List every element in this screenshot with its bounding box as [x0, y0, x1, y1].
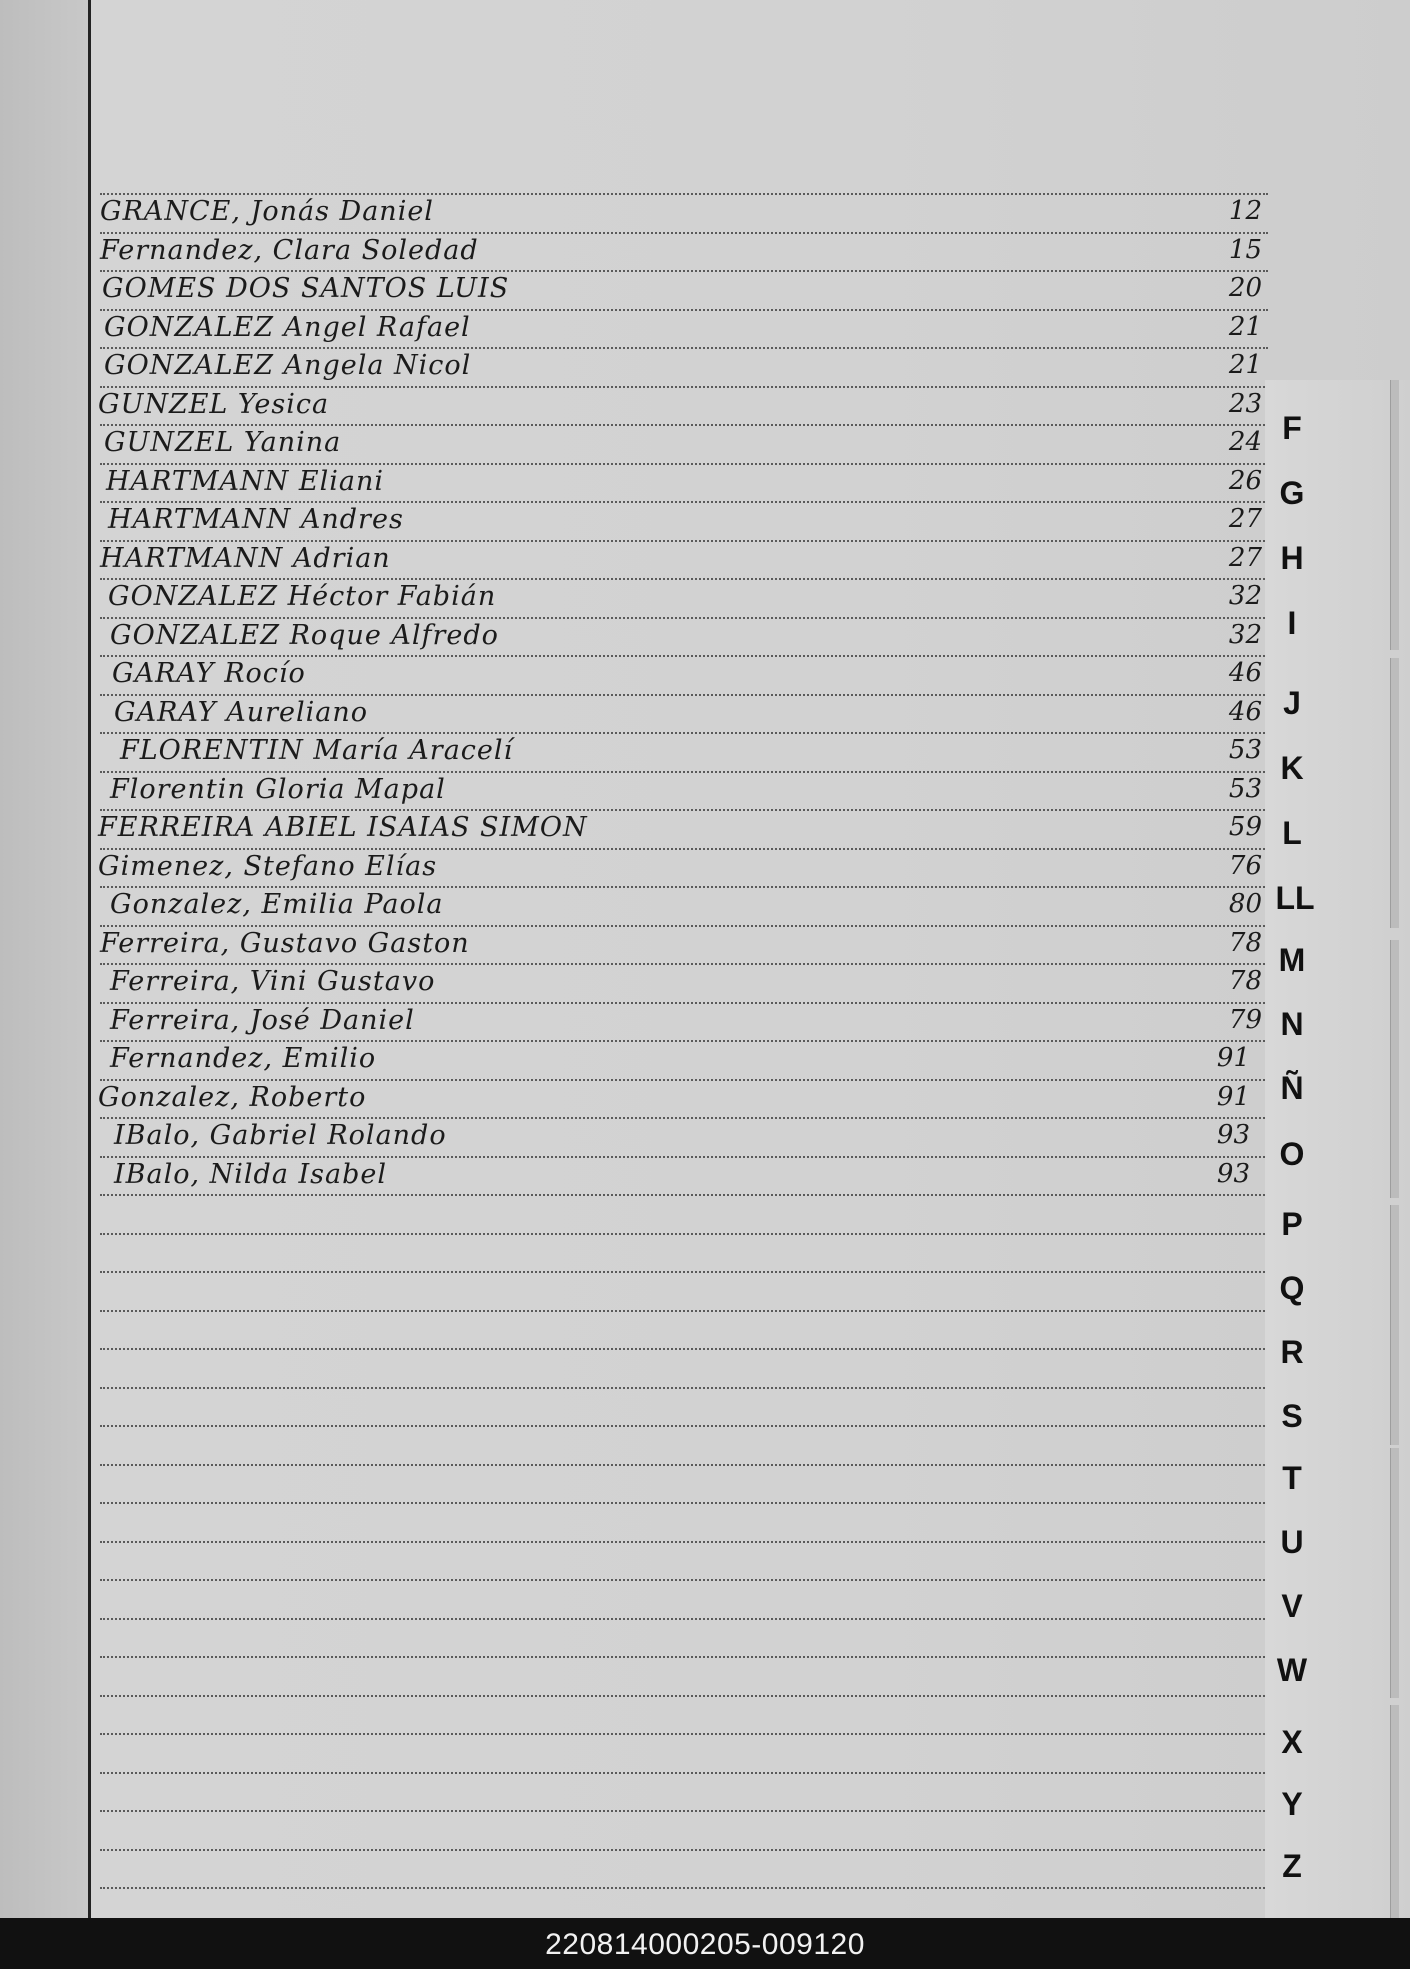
tab-letter[interactable]: R	[1280, 1334, 1304, 1370]
entry-page-number: 15	[1228, 235, 1262, 265]
entry-name: GONZALEZ Roque Alfredo	[110, 620, 499, 651]
ruled-line	[100, 1618, 1268, 1620]
ruled-line	[100, 617, 1268, 619]
tab-letter[interactable]: W	[1276, 1652, 1308, 1688]
tab-letter[interactable]: N	[1280, 1006, 1304, 1042]
ruled-line	[100, 1002, 1268, 1004]
entry-page-number: 46	[1228, 658, 1262, 688]
ruled-line	[100, 1117, 1268, 1119]
ruled-line	[100, 1849, 1268, 1851]
ruled-line	[100, 1772, 1268, 1774]
ruled-line	[100, 1194, 1268, 1196]
ruled-line	[100, 270, 1268, 272]
tab-edge	[1390, 1448, 1399, 1698]
tab-letter[interactable]: Z	[1282, 1848, 1302, 1884]
ruled-line	[100, 1040, 1268, 1042]
entry-name: GUNZEL Yesica	[98, 389, 330, 420]
ruled-line	[100, 309, 1268, 311]
ruled-line	[100, 655, 1268, 657]
ruled-line	[100, 1271, 1268, 1273]
tab-letter[interactable]: Q	[1279, 1270, 1305, 1306]
entry-page-number: 26	[1228, 466, 1262, 496]
entry-name: GARAY Rocío	[112, 658, 306, 689]
entry-name: FLORENTIN María Aracelí	[120, 735, 514, 766]
entry-page-number: 53	[1228, 774, 1262, 804]
entry-name: Gonzalez, Roberto	[98, 1082, 367, 1113]
tab-letter[interactable]: X	[1281, 1724, 1303, 1760]
ruled-line	[100, 1425, 1268, 1427]
ruled-line	[100, 1733, 1268, 1735]
entry-name: Fernandez, Emilio	[110, 1043, 377, 1074]
entry-page-number: 24	[1228, 427, 1262, 457]
tab-edge	[1390, 1205, 1399, 1445]
ruled-line	[100, 848, 1268, 850]
tab-letter[interactable]: G	[1279, 475, 1305, 511]
document-id: 220814000205-009120	[545, 1928, 865, 1961]
tab-edge	[1390, 1705, 1399, 1918]
ruled-line	[100, 809, 1268, 811]
entry-name: Ferreira, Vini Gustavo	[110, 966, 436, 997]
entry-name: Gonzalez, Emilia Paola	[110, 889, 444, 920]
tab-letter[interactable]: O	[1279, 1136, 1305, 1172]
entry-page-number: 46	[1228, 697, 1262, 727]
binding-line	[88, 0, 91, 1918]
ruled-line	[100, 1310, 1268, 1312]
entry-name: HARTMANN Andres	[108, 504, 404, 535]
entry-name: GONZALEZ Angel Rafael	[104, 312, 471, 343]
entry-name: Ferreira, José Daniel	[110, 1005, 415, 1036]
ruled-line	[100, 1810, 1268, 1812]
ruled-line	[100, 193, 1268, 195]
page-margin	[0, 0, 88, 1918]
entry-page-number: 27	[1228, 504, 1262, 534]
tab-letter[interactable]: M	[1278, 942, 1306, 978]
entry-page-number: 32	[1228, 620, 1262, 650]
entry-name: FERREIRA ABIEL ISAIAS SIMON	[98, 812, 588, 843]
ruled-line	[100, 694, 1268, 696]
tab-edge	[1390, 380, 1399, 650]
entry-page-number: 12	[1228, 196, 1262, 226]
entry-page-number: 21	[1228, 350, 1262, 380]
tab-letter[interactable]: U	[1280, 1524, 1304, 1560]
ruled-line	[100, 232, 1268, 234]
entry-page-number: 78	[1228, 928, 1262, 958]
ruled-line	[100, 1502, 1268, 1504]
ruled-line	[100, 386, 1268, 388]
ruled-line	[100, 732, 1268, 734]
tab-letter[interactable]: P	[1281, 1206, 1303, 1242]
entry-name: Florentin Gloria Mapal	[110, 774, 446, 805]
entry-name: HARTMANN Eliani	[106, 466, 384, 497]
ruled-line	[100, 1387, 1268, 1389]
ruled-line	[100, 1464, 1268, 1466]
entry-name: GONZALEZ Héctor Fabián	[108, 581, 497, 612]
ruled-line	[100, 1656, 1268, 1658]
entry-name: IBalo, Nilda Isabel	[114, 1159, 388, 1190]
entry-name: GUNZEL Yanina	[104, 427, 342, 458]
tab-letter[interactable]: V	[1281, 1588, 1303, 1624]
entry-name: Fernandez, Clara Soledad	[100, 235, 479, 266]
entry-page-number: 91	[1216, 1082, 1250, 1112]
ruled-line	[100, 540, 1268, 542]
tab-letter[interactable]: J	[1283, 685, 1301, 721]
entry-name: Ferreira, Gustavo Gaston	[100, 928, 470, 959]
ruled-line	[100, 963, 1268, 965]
tab-letter[interactable]: L	[1282, 815, 1302, 851]
entry-page-number: 91	[1216, 1043, 1250, 1073]
entry-page-number: 23	[1228, 389, 1262, 419]
entry-name: GARAY Aureliano	[114, 697, 368, 728]
tab-letter[interactable]: H	[1280, 540, 1304, 576]
ruled-line	[100, 886, 1268, 888]
entry-page-number: 27	[1228, 543, 1262, 573]
entry-page-number: 93	[1216, 1120, 1250, 1150]
entry-page-number: 76	[1228, 851, 1262, 881]
ruled-line	[100, 1695, 1268, 1697]
tab-edge	[1390, 658, 1399, 928]
tab-letter[interactable]: LL	[1275, 880, 1315, 916]
entry-page-number: 59	[1228, 812, 1262, 842]
ruled-line	[100, 578, 1268, 580]
tab-edge	[1390, 940, 1399, 1198]
ruled-line	[100, 1079, 1268, 1081]
ruled-line	[100, 424, 1268, 426]
ruled-line	[100, 347, 1268, 349]
tab-letter[interactable]: Y	[1281, 1786, 1303, 1822]
tab-letter[interactable]: S	[1281, 1398, 1303, 1434]
tab-letter[interactable]: F	[1282, 410, 1302, 446]
tab-letter[interactable]: Ñ	[1280, 1070, 1304, 1106]
ruled-line	[100, 1233, 1268, 1235]
tab-letter[interactable]: I	[1287, 605, 1297, 641]
ruled-line	[100, 1156, 1268, 1158]
ruled-line	[100, 463, 1268, 465]
tab-letter[interactable]: T	[1282, 1460, 1302, 1496]
entry-name: IBalo, Gabriel Rolando	[114, 1120, 447, 1151]
entry-name: Gimenez, Stefano Elías	[98, 851, 438, 882]
entry-name: GOMES DOS SANTOS LUIS	[102, 273, 510, 304]
ruled-line	[100, 1579, 1268, 1581]
ruled-line	[100, 1541, 1268, 1543]
ruled-line	[100, 1887, 1268, 1889]
entry-page-number: 20	[1228, 273, 1262, 303]
ruled-line	[100, 501, 1268, 503]
entry-page-number: 32	[1228, 581, 1262, 611]
entry-page-number: 21	[1228, 312, 1262, 342]
ruled-line	[100, 1348, 1268, 1350]
entry-page-number: 79	[1228, 1005, 1262, 1035]
entry-page-number: 93	[1216, 1159, 1250, 1189]
entry-name: HARTMANN Adrian	[100, 543, 391, 574]
ruled-line	[100, 925, 1268, 927]
entry-name: GRANCE, Jonás Daniel	[100, 196, 434, 227]
entry-name: GONZALEZ Angela Nicol	[104, 350, 472, 381]
ruled-line	[100, 771, 1268, 773]
entry-page-number: 78	[1228, 966, 1262, 996]
entry-page-number: 53	[1228, 735, 1262, 765]
tab-letter[interactable]: K	[1280, 750, 1304, 786]
entry-page-number: 80	[1228, 889, 1262, 919]
